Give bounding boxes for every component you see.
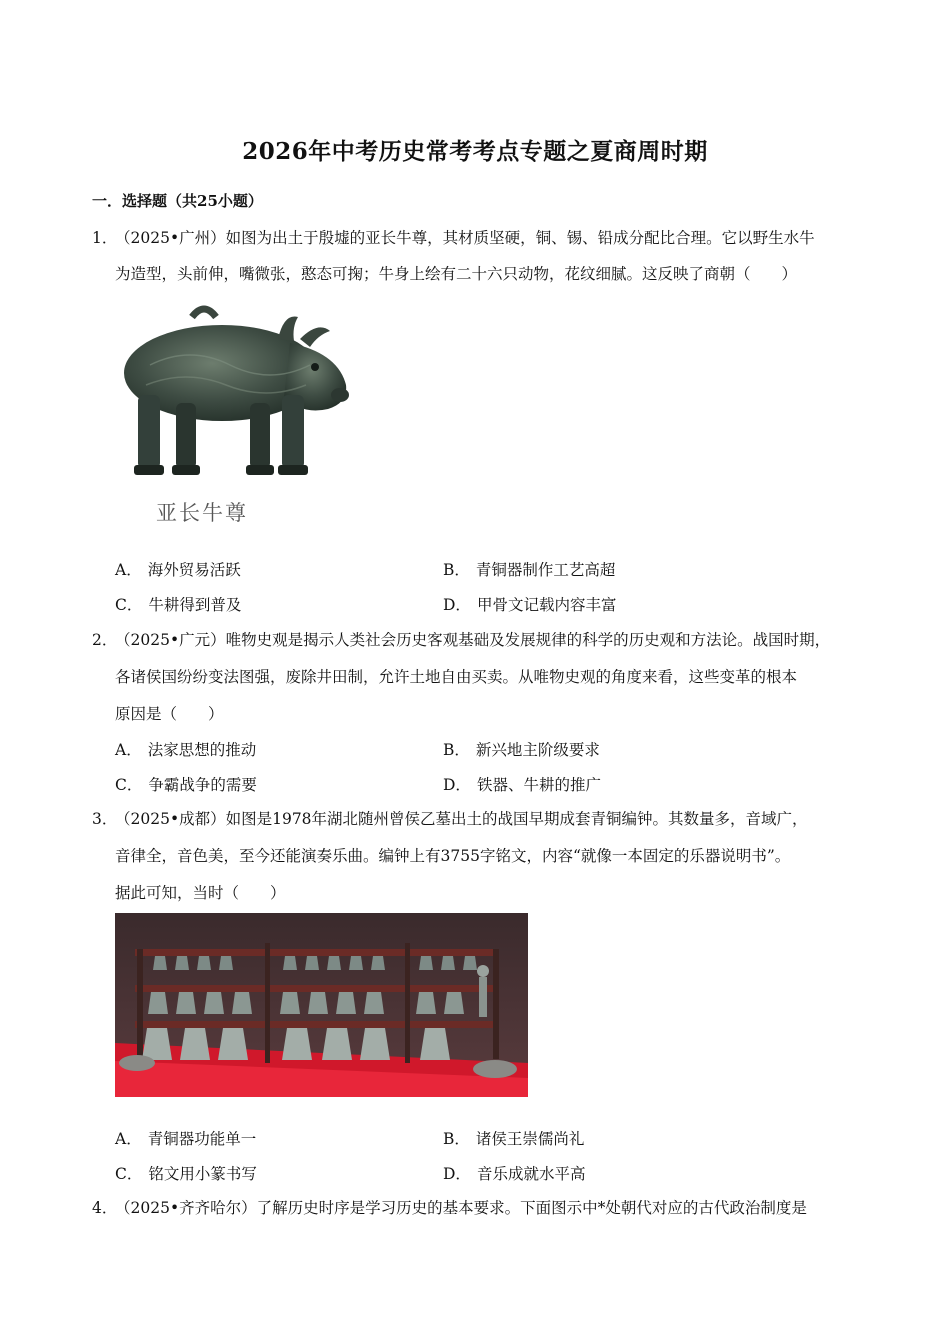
chime-bells-image [115, 913, 528, 1097]
chime-bells-illustration [115, 913, 528, 1097]
ox-zun-image [110, 295, 355, 525]
question-number: 2． [92, 631, 118, 649]
question-text-line: 音律全，音色美，至今还能演奏乐曲。编钟上有3755字铭文，内容“就像一本固定的乐器说明书”。 [115, 847, 791, 865]
option-d[interactable]: D． 铁器、牛耕的推广 [443, 776, 601, 794]
page-title: 2026年中考历史常考考点专题之夏商周时期 [242, 138, 708, 165]
option-a[interactable]: A． 海外贸易活跃 [115, 561, 241, 579]
question-text-line: （2025•成都）如图是1978年湖北随州曾侯乙墓出土的战国早期成套青铜编钟。其数量多，音域广， [115, 810, 808, 828]
ox-zun-illustration [110, 295, 355, 495]
option-a[interactable]: A． 青铜器功能单一 [115, 1130, 257, 1148]
option-b[interactable]: B． 诸侯王崇儒尚礼 [443, 1130, 585, 1148]
question-text-line: （2025•广元）唯物史观是揭示人类社会历史客观基础及发展规律的科学的历史观和方法论。战国时期， [115, 631, 831, 649]
question-number: 1． [92, 229, 118, 247]
image-caption: 亚长牛尊 [156, 501, 248, 525]
question-text-line: 原因是（ ） [115, 705, 224, 723]
option-c[interactable]: C． 铭文用小篆书写 [115, 1165, 257, 1183]
option-d[interactable]: D． 音乐成就水平高 [443, 1165, 586, 1183]
question-text-line: （2025•广州）如图为出土于殷墟的亚长牛尊，其材质坚硬，铜、锡、铅成分配比合理。它以野生水牛 [115, 229, 815, 247]
option-b[interactable]: B． 新兴地主阶级要求 [443, 741, 600, 759]
option-c[interactable]: C． 牛耕得到普及 [115, 596, 242, 614]
section-heading: 一．选择题（共25小题） [92, 192, 263, 210]
question-text-line: （2025•齐齐哈尔）了解历史时序是学习历史的基本要求。下面图示中*处朝代对应的古代政治制度是 [115, 1199, 807, 1217]
option-d[interactable]: D． 甲骨文记载内容丰富 [443, 596, 617, 614]
question-number: 4． [92, 1199, 118, 1217]
option-c[interactable]: C． 争霸战争的需要 [115, 776, 257, 794]
option-a[interactable]: A． 法家思想的推动 [115, 741, 257, 759]
question-text-line: 为造型，头前伸，嘴微张，憨态可掬；牛身上绘有二十六只动物，花纹细腻。这反映了商朝（ ） [115, 265, 798, 283]
question-text-line: 各诸侯国纷纷变法图强，废除井田制，允许土地自由买卖。从唯物史观的角度来看，这些变革的根本 [115, 668, 798, 686]
question-number: 3． [92, 810, 118, 828]
question-text-line: 据此可知，当时（ ） [115, 884, 286, 902]
option-b[interactable]: B． 青铜器制作工艺高超 [443, 561, 616, 579]
